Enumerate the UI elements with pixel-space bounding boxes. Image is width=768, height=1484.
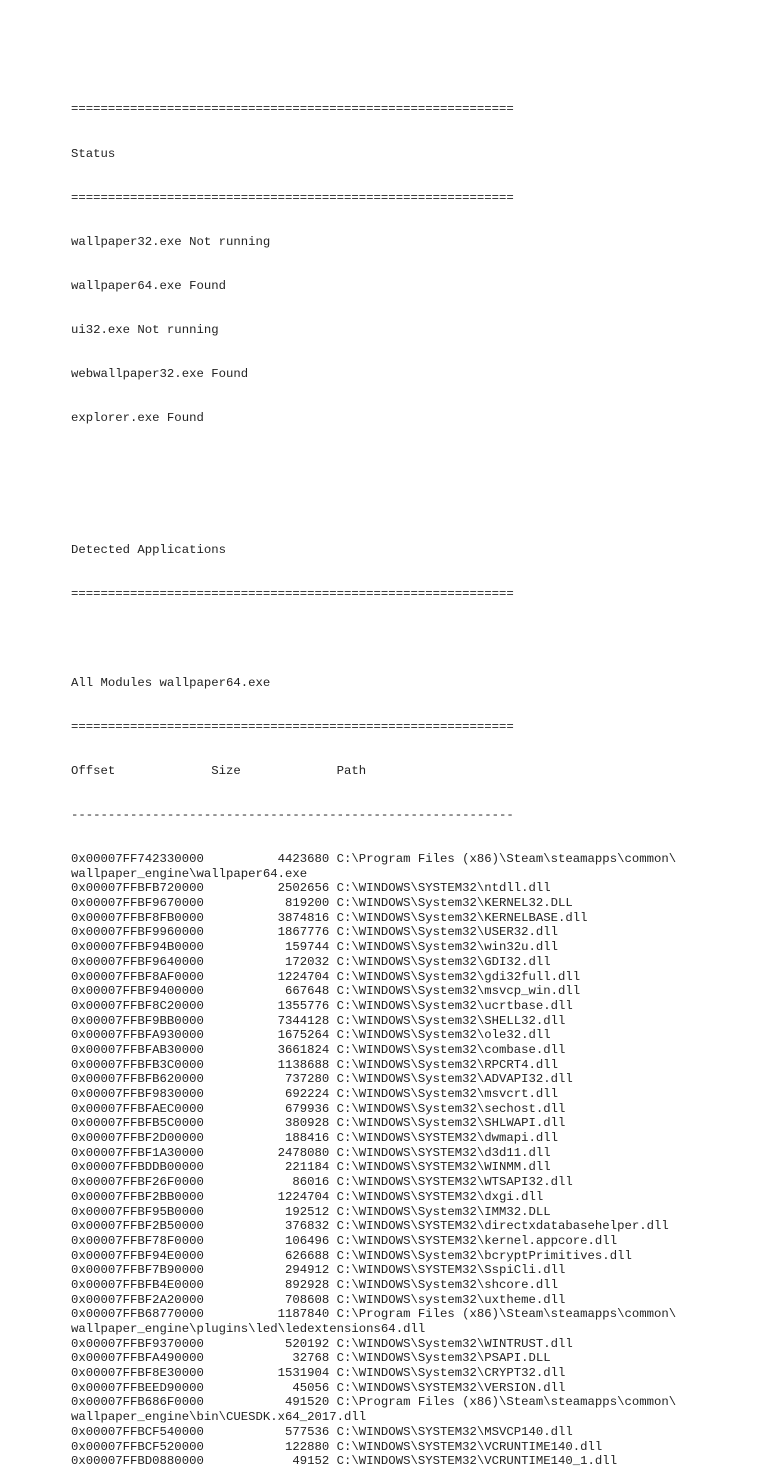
module-size: 221184 [284,1160,330,1175]
module-size: 491520 [284,1395,330,1410]
module-path: C:\WINDOWS\SYSTEM32\VERSION.dll [336,1380,566,1395]
module-path: C:\WINDOWS\SYSTEM32\directxdatabasehelper.dll [336,1219,669,1234]
module-row [71,1131,751,1146]
module-row [71,1337,751,1352]
module-row [71,1278,751,1293]
module-path-continuation: wallpaper_engine\bin\CUESDK.x64_2017.dll [71,1410,367,1425]
module-path: C:\WINDOWS\System32\ADVAPI32.dll [336,1072,573,1087]
module-offset: 0x00007FFBF8FB0000 [71,910,204,925]
module-path: C:\WINDOWS\System32\win32u.dll [336,940,559,955]
module-size: 172032 [284,954,330,969]
module-offset: 0x00007FFBF2A20000 [71,1292,204,1307]
module-row [71,1234,751,1249]
module-size: 2478080 [277,1145,330,1160]
module-row [71,1190,751,1205]
module-path: C:\WINDOWS\System32\combase.dll [336,1042,566,1057]
module-offset: 0x00007FFB686F0000 [71,1395,204,1410]
module-offset: 0x00007FFBCF520000 [71,1439,204,1454]
module-offset: 0x00007FFBFA930000 [71,1028,204,1043]
module-size: 49152 [292,1454,330,1469]
module-size: 3874816 [277,910,330,925]
module-size: 106496 [284,1233,330,1248]
module-offset: 0x00007FFBEED90000 [71,1380,204,1395]
module-offset: 0x00007FFBF95B0000 [71,1204,204,1219]
module-row [71,970,751,985]
module-row [71,1351,751,1366]
module-size: 7344128 [277,1013,330,1028]
module-row [71,1146,751,1161]
module-path: C:\WINDOWS\SYSTEM32\ntdll.dll [336,881,551,896]
separator-rule: ============================================================ [71,587,514,602]
module-path: C:\WINDOWS\System32\PSAPI.DLL [336,1351,551,1366]
module-path: C:\WINDOWS\SYSTEM32\d3d11.dll [336,1145,551,1160]
module-row [71,1102,751,1117]
module-path-continuation: wallpaper_engine\wallpaper64.exe [71,866,308,881]
module-offset: 0x00007FFBF9640000 [71,954,204,969]
module-offset: 0x00007FFBF26F0000 [71,1175,204,1190]
module-path: C:\WINDOWS\System32\USER32.dll [336,925,559,940]
module-row [71,1454,751,1469]
detected-heading: Detected Applications [71,543,226,558]
module-row [71,1219,751,1234]
status-line: webwallpaper32.exe Found [71,366,249,381]
module-path: C:\WINDOWS\System32\msvcrt.dll [336,1087,559,1101]
module-path: C:\WINDOWS\System32\sechost.dll [336,1101,566,1116]
module-offset: 0x00007FFBF9960000 [71,925,204,940]
module-path: C:\WINDOWS\SYSTEM32\WTSAPI32.dll [336,1175,573,1190]
module-row [71,896,751,911]
module-size: 577536 [284,1424,330,1439]
module-size: 708608 [284,1292,330,1307]
module-size: 819200 [284,896,330,911]
module-path: C:\WINDOWS\System32\ole32.dll [336,1028,551,1043]
module-size: 1224704 [277,1189,330,1204]
module-path: C:\WINDOWS\System32\RPCRT4.dll [336,1057,559,1072]
module-row [71,1028,751,1043]
module-size: 1355776 [277,998,330,1013]
module-row [71,1263,751,1278]
module-row [71,1440,751,1455]
module-size: 122880 [284,1439,330,1454]
module-offset: 0x00007FFBCF540000 [71,1424,204,1439]
module-path: C:\WINDOWS\SYSTEM32\VCRUNTIME140_1.dll [336,1454,618,1469]
module-path: C:\WINDOWS\System32\WINTRUST.dll [336,1336,573,1351]
module-path: C:\WINDOWS\System32\KERNEL32.DLL [336,896,573,911]
module-offset: 0x00007FFBFB3C0000 [71,1057,204,1072]
module-path: C:\Program Files (x86)\Steam\steamapps\common\ [336,1395,677,1410]
module-path: C:\WINDOWS\SYSTEM32\kernel.appcore.dll [336,1233,618,1248]
module-size: 159744 [284,940,330,955]
module-offset: 0x00007FF742330000 [71,852,204,866]
separator-rule: ============================================================ [71,190,514,205]
module-row [71,1087,751,1102]
separator-rule: ============================================================ [71,719,514,734]
module-offset: 0x00007FFBF8C20000 [71,998,204,1013]
module-size: 192512 [284,1204,330,1219]
module-path: C:\WINDOWS\System32\gdi32full.dll [336,969,581,984]
module-path: C:\WINDOWS\SYSTEM32\MSVCP140.dll [336,1424,573,1439]
module-row [71,925,751,940]
status-line: ui32.exe Not running [71,322,219,337]
module-offset: 0x00007FFBF78F0000 [71,1233,204,1248]
module-size: 679936 [284,1101,330,1116]
module-offset: 0x00007FFBFA490000 [71,1351,204,1366]
module-path: C:\WINDOWS\System32\shcore.dll [336,1277,559,1292]
module-size: 1138688 [277,1057,330,1072]
module-path: C:\WINDOWS\SYSTEM32\dwmapi.dll [336,1131,559,1146]
module-size: 45056 [292,1380,330,1395]
module-row [71,955,751,970]
module-size: 3661824 [277,1042,330,1057]
module-size: 737280 [284,1072,330,1087]
module-path-continuation: wallpaper_engine\plugins\led\ledextensions64.dll [71,1322,426,1336]
module-offset: 0x00007FFBFB5C0000 [71,1116,204,1131]
module-offset: 0x00007FFBDDB00000 [71,1160,204,1175]
module-row [71,1043,751,1058]
module-path: C:\WINDOWS\System32\SHELL32.dll [336,1013,566,1028]
module-offset: 0x00007FFBF9670000 [71,896,204,911]
module-row [71,1175,751,1190]
module-size: 1187840 [277,1307,330,1322]
module-offset: 0x00007FFBF8E30000 [71,1366,204,1381]
module-path: C:\Program Files (x86)\Steam\steamapps\common\ [336,852,677,866]
module-offset: 0x00007FFB68770000 [71,1307,204,1322]
blank-line [71,632,751,647]
module-size: 1224704 [277,969,330,984]
status-line: wallpaper32.exe Not running [71,234,271,249]
module-path: C:\Program Files (x86)\Steam\steamapps\common\ [336,1307,677,1322]
module-path: C:\WINDOWS\system32\uxtheme.dll [336,1292,566,1307]
module-offset: 0x00007FFBF2BB0000 [71,1189,204,1204]
module-path: C:\WINDOWS\System32\ucrtbase.dll [336,998,573,1013]
module-row [71,911,751,926]
module-path: C:\WINDOWS\System32\bcryptPrimitives.dll [336,1248,632,1263]
module-size: 188416 [284,1131,330,1146]
module-path: C:\WINDOWS\System32\SHLWAPI.dll [336,1116,566,1131]
module-row [71,984,751,999]
module-row [71,1307,751,1322]
module-size: 1675264 [277,1028,330,1043]
module-size: 4423680 [277,852,330,866]
modules-table [71,852,751,1469]
module-size: 32768 [292,1351,330,1366]
module-offset: 0x00007FFBFB720000 [71,881,204,896]
module-row [71,1072,751,1087]
module-size: 86016 [292,1175,330,1190]
module-row [71,1249,751,1264]
module-offset: 0x00007FFBF7B90000 [71,1263,204,1278]
module-offset: 0x00007FFBF1A30000 [71,1145,204,1160]
module-size: 520192 [284,1336,330,1351]
module-row [71,1160,751,1175]
module-row [71,1381,751,1396]
module-row [71,881,751,896]
module-size: 380928 [284,1116,330,1131]
module-offset: 0x00007FFBFB620000 [71,1072,204,1087]
status-heading: Status [71,146,116,161]
module-path: C:\WINDOWS\SYSTEM32\dxgi.dll [336,1189,544,1204]
module-size: 294912 [284,1263,330,1278]
module-offset: 0x00007FFBF8AF0000 [71,969,204,984]
module-offset: 0x00007FFBF9400000 [71,984,204,999]
module-offset: 0x00007FFBF94B0000 [71,940,204,955]
module-offset: 0x00007FFBF9370000 [71,1336,204,1351]
status-line: explorer.exe Found [71,411,204,426]
module-path: C:\WINDOWS\SYSTEM32\VCRUNTIME140.dll [336,1439,603,1454]
module-row [71,1366,751,1381]
module-size: 626688 [284,1248,330,1263]
blank-line [71,455,751,470]
module-path: C:\WINDOWS\System32\CRYPT32.dll [336,1366,566,1381]
module-path: C:\WINDOWS\System32\KERNELBASE.dll [336,910,588,925]
module-size: 1531904 [277,1366,330,1381]
modules-heading: All Modules wallpaper64.exe [71,675,271,690]
module-size: 2502656 [277,881,330,896]
module-row [71,999,751,1014]
module-row [71,1014,751,1029]
module-size: 376832 [284,1219,330,1234]
module-offset: 0x00007FFBFAB30000 [71,1042,204,1057]
report-document [71,73,751,1484]
module-row [71,852,751,867]
module-size: 692224 [284,1087,330,1101]
module-size: 1867776 [277,925,330,940]
module-size: 667648 [284,984,330,999]
module-offset: 0x00007FFBF2D00000 [71,1131,204,1146]
module-path: C:\WINDOWS\SYSTEM32\SspiCli.dll [336,1263,566,1278]
module-row [71,1293,751,1308]
module-row [71,1395,751,1410]
module-row [71,1058,751,1073]
module-path: C:\WINDOWS\System32\IMM32.DLL [336,1204,551,1219]
module-size: 892928 [284,1277,330,1292]
module-offset: 0x00007FFBF94E0000 [71,1248,204,1263]
module-offset: 0x00007FFBD0880000 [71,1454,204,1469]
separator-rule: ============================================================ [71,102,514,117]
module-path: C:\WINDOWS\System32\msvcp_win.dll [336,984,581,999]
module-row [71,1425,751,1440]
module-offset: 0x00007FFBFB4E0000 [71,1277,204,1292]
module-offset: 0x00007FFBF9830000 [71,1087,204,1101]
module-row [71,1116,751,1131]
module-offset: 0x00007FFBF9BB0000 [71,1013,204,1028]
modules-column-header: Offset Size Path [71,763,367,778]
blank-line [71,499,751,514]
module-offset: 0x00007FFBFAEC0000 [71,1101,204,1116]
module-path: C:\WINDOWS\SYSTEM32\WINMM.dll [336,1160,551,1175]
status-line: wallpaper64.exe Found [71,278,226,293]
module-path: C:\WINDOWS\System32\GDI32.dll [336,954,551,969]
module-offset: 0x00007FFBF2B50000 [71,1219,204,1234]
module-row [71,940,751,955]
dashed-rule: ------------------------------------------------------------ [71,807,514,822]
module-row [71,1205,751,1220]
